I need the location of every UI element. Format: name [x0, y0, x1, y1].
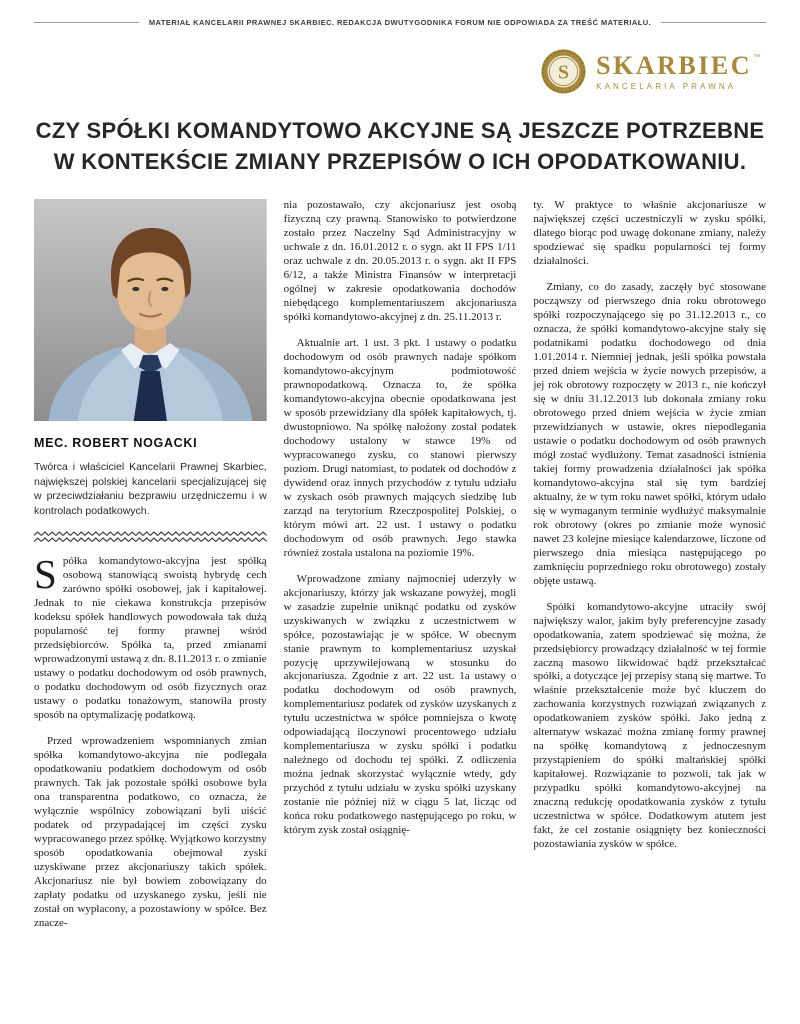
column-right	[533, 199, 766, 942]
skarbiec-logo	[540, 48, 760, 95]
drop-cap: S	[34, 551, 57, 598]
lead-paragraph	[34, 551, 267, 723]
logo-name: SKARBIEC	[596, 50, 752, 80]
body-paragraph: Przed wprowadzeniem wspomnianych zmian spółka komandytowo-akcyjna nie podlegała opodatkowaniu podatkiem dochodowym od osób prawnych. Tak jak pozostałe spółki osobowe była ona transparentna podatkowo, co oznacza, że wyłącznie wspólnicy zobowiązani byli uiścić podatek od przypadającej im części zysku wypracowanego przez spółkę. Wyjątkowo korzystny sposób opodatkowania obejmował zyski uzyskiwane przez akcjonariuszy takich spółek. Akcjonariusz nie był bowiem zobowiązany do zapłaty podatku od uzyskanego zysku, jeśli nie został on wypłacony, a pozostawiony w spółce. Bez znacze-	[34, 734, 267, 929]
column-left	[34, 199, 267, 942]
logo-subtitle: KANCELARIA PRAWNA	[596, 81, 737, 91]
logo-text	[596, 50, 760, 91]
lead-paragraph-text: półka komandytowo-akcyjna jest spółką osobową stanowiącą swoistą hybrydę cech zarówno spółki osobowej, jak i kapitałowej. Jednak to nie ciekawa konstrukcja przepisów kodeksu spółek handlowych powodowała tak dużą popularność tej formy prawnej wśród przedsiębiorców. Spółka ta, przed zmianami wprowadzonymi ustawą z dn. 8.11.2013 r. o zmianie ustawy o podatku dochodowym od osób prawnych, o podatku dochodowym od osób fizycznych oraz ustawy o podatku tonażowym, stanowiła prosty sposób na optymalizację podatkową.	[34, 555, 267, 721]
body-paragraph: Aktualnie art. 1 ust. 3 pkt. 1 ustawy o podatku dochodowym od osób prawnych nadaje spółkom komandytowo-akcyjnym podmiotowość prawnopodatkową. Oznacza to, że spółka komandytowo-akcyjna obecnie opodatkowana jest w sposób przewidziany dla spółek kapitałowych, tj. dwustopniowo. Na spółkę nałożony został podatek dochodowy ustalony w stawce 19% od wypracowanego zysku, co stanowi pierwszy poziom. Drugi natomiast, to podatek od dochodów z dywidend oraz innych przychodów z tytułu udziału w zyskach osób prawnych mających siedzibę lub zarząd na terytorium Rzeczpospolitej Polskiej, o którym mówi art. 22 ust. 1 ustawy o podatku dochodowym od osób prawnych. Jego stawka również została ustalona na poziomie 19%.	[283, 337, 517, 559]
article-columns	[34, 199, 766, 942]
masthead-rule-right	[661, 22, 766, 23]
decorative-zigzag-divider	[34, 531, 267, 543]
masthead	[34, 18, 766, 27]
body-paragraph: Wprowadzone zmiany najmocniej uderzyły w akcjonariuszy, którzy jak wskazane powyżej, mogli w zasadzie zupełnie uniknąć podatku od zysków uzyskiwanych w związku z uczestnictwem w spółce, pozostawiając je w spółce. W obecnym stanie prawnym to komplementariusz uzyskał pozycję uprzywilejowaną w stosunku do akcjonariusza. Zgodnie z art. 22 ust. 1a ustawy o podatku dochodowym od osób prawnych, komplementariusz podatek od zysków uzyskanych z tytułu uczestnictwa w spółce pomniejsza o kwotę odpowiadającą iloczynowi procentowego udziału komplementariusza w zysku spółki i podatku należnego od dochodu tej spółki. Z odliczenia można jednak skorzystać wyłącznie wtedy, gdy przychód z tytułu udziału w zysku spółki uzyskany zostanie nie później niż w ciągu 5 lat, licząc od końca roku podatkowego następującego po roku, w którym zysk został osiągnię-	[283, 572, 517, 837]
column-middle	[284, 199, 517, 942]
author-bio: Twórca i właściciel Kancelarii Prawnej Skarbiec, największej polskiej kancelarii specjalizującej się w przeciwdziałaniu bezprawiu urzędniczemu i w kontrolach podatkowych.	[34, 461, 267, 517]
body-paragraph: Spółki komandytowo-akcyjne utraciły swój największy walor, jakim były preferencyjne zasady opodatkowania, zatem spodziewać się można, że przedsiębiorcy prowadzący działalność w tej formie zaczną masowo likwidować bądź przekształcać spółki, a dotyczące jej przepisy staną się martwe. To właśnie przekształcenie może być kluczem do zachowania korzystnych rozwiązań związanych z opodatkowaniem zysków spółki. Jako jedną z alternatyw wskazać można zmianę formy prawnej na spółkę komandytową z jednoczesnym przystąpieniem do spółki maltańskiej spółki kapitałowej. Rozwiązanie to pozwoli, tak jak w przypadku spółki komandytowo-akcyjnej na znaczną redukcję opodatkowania zysków z tytułu uczestnictwa w spółce. Dodatkowym atutem jest fakt, że cel zostanie osiągnięty bez konieczności pozostawiania zysków w spółce.	[533, 600, 767, 851]
logo-monogram: S	[558, 61, 570, 84]
body-paragraph: nia pozostawało, czy akcjonariusz jest osobą fizyczną czy prawną. Stanowisko to potwierdzone zostało przez Naczelny Sąd Administracyjny w uchwale z dn. 16.01.2012 r. o sygn. akt II FPS 1/11 oraz uchwale z dn. 20.05.2013 r. o sygn. akt II FPS 6/12, a także Ministra Finansów w interpretacji ogólnej w zakresie opodatkowania dochodów niebędącego komplementariuszem akcjonariusza spółki komandytowo-akcyjnej z dn. 25.11.2013 r.	[283, 199, 517, 324]
article-headline: CZY SPÓŁKI KOMANDYTOWO AKCYJNE SĄ JESZCZE POTRZEBNE W KONTEKŚCIE ZMIANY PRZEPISÓW O ICH OPODATKOWANIU.	[35, 118, 765, 175]
logo-seal-icon	[540, 48, 587, 95]
body-paragraph: ty. W praktyce to właśnie akcjonariusze w największej części uczestniczyli w zysku spółki, dlatego biorąc pod uwagę dokonane zmiany, należy spodziewać się spadku popularności tej formy działalności.	[533, 199, 767, 268]
author-photo	[34, 199, 267, 421]
masthead-disclaimer: MATERIAŁ KANCELARII PRAWNEJ SKARBIEC. REDAKCJA DWUTYGODNIKA FORUM NIE ODPOWIADA ZA TREŚĆ MATERIAŁU.	[148, 18, 652, 27]
masthead-rule-left	[34, 22, 139, 23]
logo-trademark-mark: ™	[753, 53, 760, 61]
author-name: MEC. ROBERT NOGACKI	[34, 436, 198, 451]
body-paragraph: Zmiany, co do zasady, zaczęły być stosowane począwszy od pierwszego dnia roku obrotowego spółki rozpoczynającego się po 31.12.2013 r., co oznacza, że spółki komandytowo-akcyjne stały się podatnikami podatku dochodowego od dnia 1.01.2014 r. Niemniej jednak, jeśli spółka powstała przed dniem wejścia w życie nowych przepisów, a jej rok obrotowy rozpoczęty w 2013 r., nie kończył się w dniu 31.12.2013 lub dokonała zmiany roku obrotowego przed dniem wejścia w życie zmian przewidzianych w ustawie, okres niepodlegania ustawie o podatku dochodowym od osób prawnych mógł zostać wydłużony. Temat zasadności istnienia takiej formy prowadzenia działalności jak spółka komandytowo-akcyjna stał się tym bardziej aktualny, że w tym roku nawet spółki, którym udało się w wymaganym terminie wydłużyć maksymalnie rok obrotowy (okres po zmianie może wynosić nawet 23 kolejne miesiące kalendarzowe, liczone od pierwszego dnia miesiąca następującego po zamknięciu poprzedniego roku obrotowego) zostały objęte ustawą.	[533, 281, 767, 587]
